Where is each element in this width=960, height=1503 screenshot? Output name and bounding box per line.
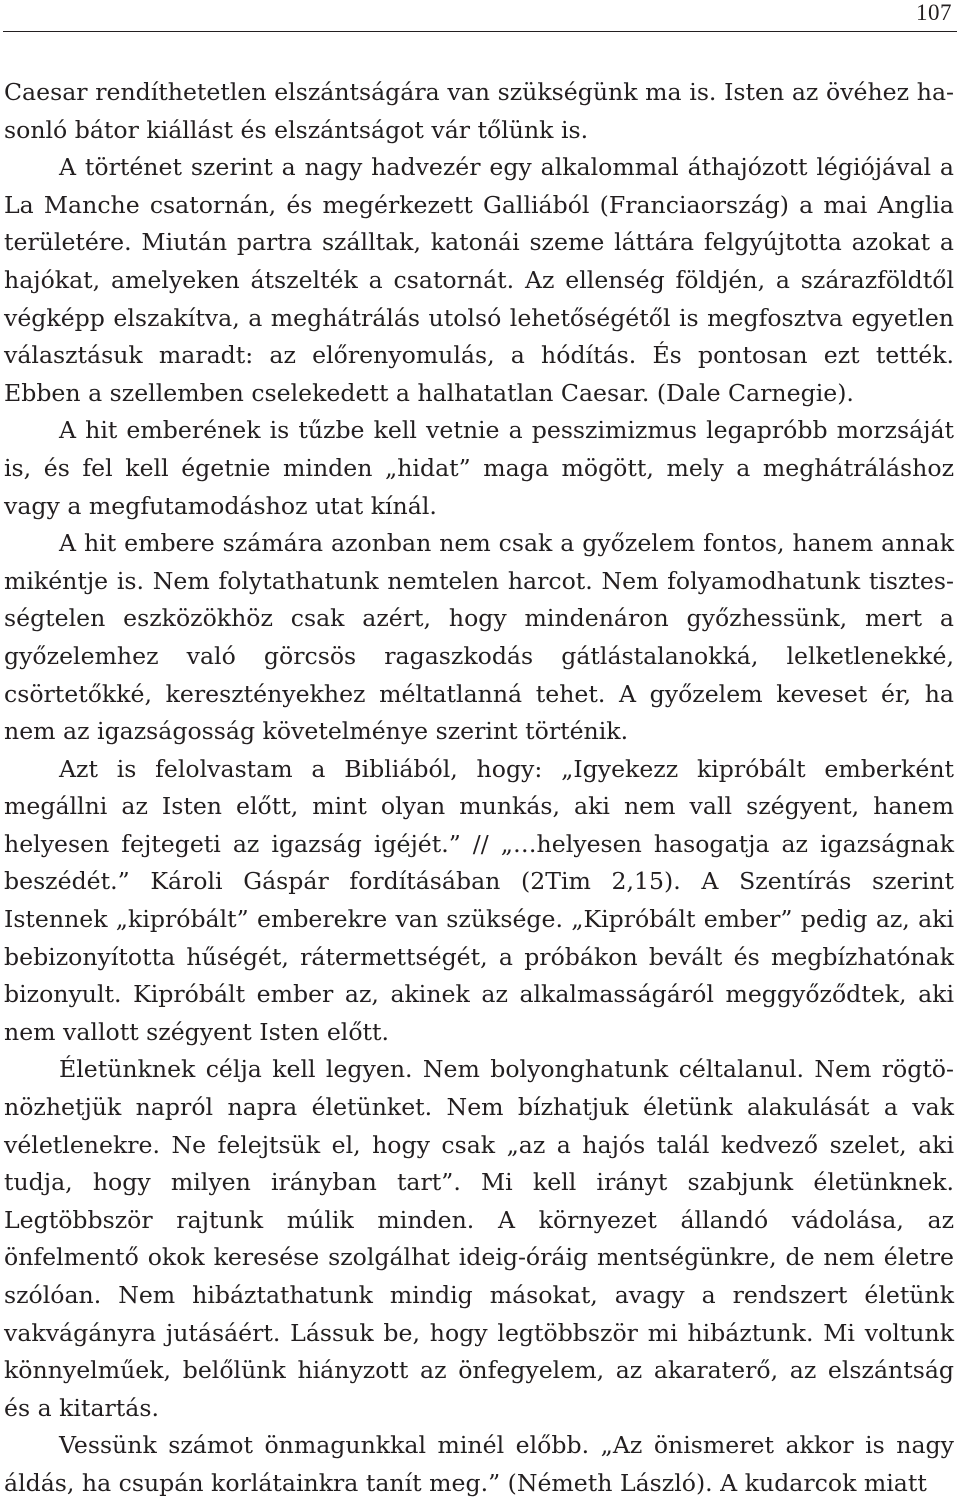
paragraph-3: A hit emberének is tűzbe kell vetnie a pesszimizmus legapróbb morzsáját is, és fel kell égetnie minden „hidat” maga mögött, mely a meghátráláshoz vagy a megfutamodáshoz utat kínál. xyxy=(4,416,954,520)
paragraph-2: A történet szerint a nagy hadvezér egy alkalommal áthajózott légiójával a La Manche csatornán, és megérkezett Galliából (Franciaország) a mai Anglia területére. Miután partra szálltak, katonái szeme láttára felgyújtotta azokat a hajókat, amelyeken átszelték a csatornát. Az ellenség földjén, a szárazföldtől végképp elszakítva, a meghátrálás utolsó lehetőségétől is megfosztva egyetlen választásuk maradt: az előrenyomulás, a hódítás. És pontosan ezt tették. Ebben a szellemben cselekedett a halhatatlan Caesar. (Dale Carnegie). xyxy=(4,153,954,407)
paragraph-5: Azt is felolvastam a Bibliából, hogy: „Igyekezz kipróbált emberként megállni az Isten előtt, mint olyan munkás, aki nem vall szégyent, hanem helyesen fejtegeti az igazság igéjét.” // „…helyesen hasogatja az igazságnak beszédét.” Károli Gáspár fordításában (2Tim 2,15). A Szentírás szerint Istennek „kipróbált” emberekre van szüksége. „Kipróbált ember” pedig az, aki bebizonyította hűségét, rátermettségét, a próbákon bevált és megbízhatónak bizonyult. Kipróbált ember az, akinek az alkalmasságáról meggyőződtek, aki nem vallott szégyent Isten előtt. xyxy=(4,754,954,1046)
paragraph-1: Caesar rendíthetetlen elszántságára van szükségünk ma is. Isten az övéhez hasonló bátor kiállást és elszántságot vár tőlünk is. xyxy=(4,78,954,144)
paragraph-4: A hit embere számára azonban nem csak a győzelem fontos, hanem annak mikéntje is. Nem folytathatunk nemtelen harcot. Nem folyamodhatunk tisztességtelen eszközökhöz csak azért, hogy mindenáron győzhessünk, mert a győzelemhez való görcsös ragaszkodás gátlástalanokká, lelketlenekké, csörtetőkké, keresztényekhez méltatlanná tehet. A győzelem keveset ér, ha nem az igazságosság követelménye szerint történik. xyxy=(4,529,954,746)
paragraph-7: Vessünk számot önmagunkkal minél előbb. „Az önismeret akkor is nagy áldás, ha csupán korlátainkra tanít meg.” (Németh László). A kudarcok miatt xyxy=(4,1431,954,1497)
page-number: 107 xyxy=(916,0,952,25)
header-rule xyxy=(3,31,957,32)
body-text xyxy=(4,74,954,1503)
paragraph-6: Életünknek célja kell legyen. Nem bolyonghatunk céltalanul. Nem rögtönözhetjük napról napra életünket. Nem bízhatjuk életünk alakulását a vak véletlenekre. Ne felejtsük el, hogy csak „az a hajós talál kedvező szelet, aki tudja, hogy milyen irányban tart”. Mi kell irányt szabjunk életünknek. Legtöbbször rajtunk múlik minden. A környezet állandó vádolása, az önfelmentő okok keresése szolgálhat ideig-óráig mentségünkre, de nem életre szólóan. Nem hibáztathatunk mindig másokat, avagy a rendszert életünk vakvágányra jutásáért. Lássuk be, hogy legtöbbször mi hibáztunk. Mi voltunk könnyelműek, belőlünk hiányzott az önfegyelem, az akaraterő, az elszántság és a kitartás. xyxy=(4,1055,954,1422)
